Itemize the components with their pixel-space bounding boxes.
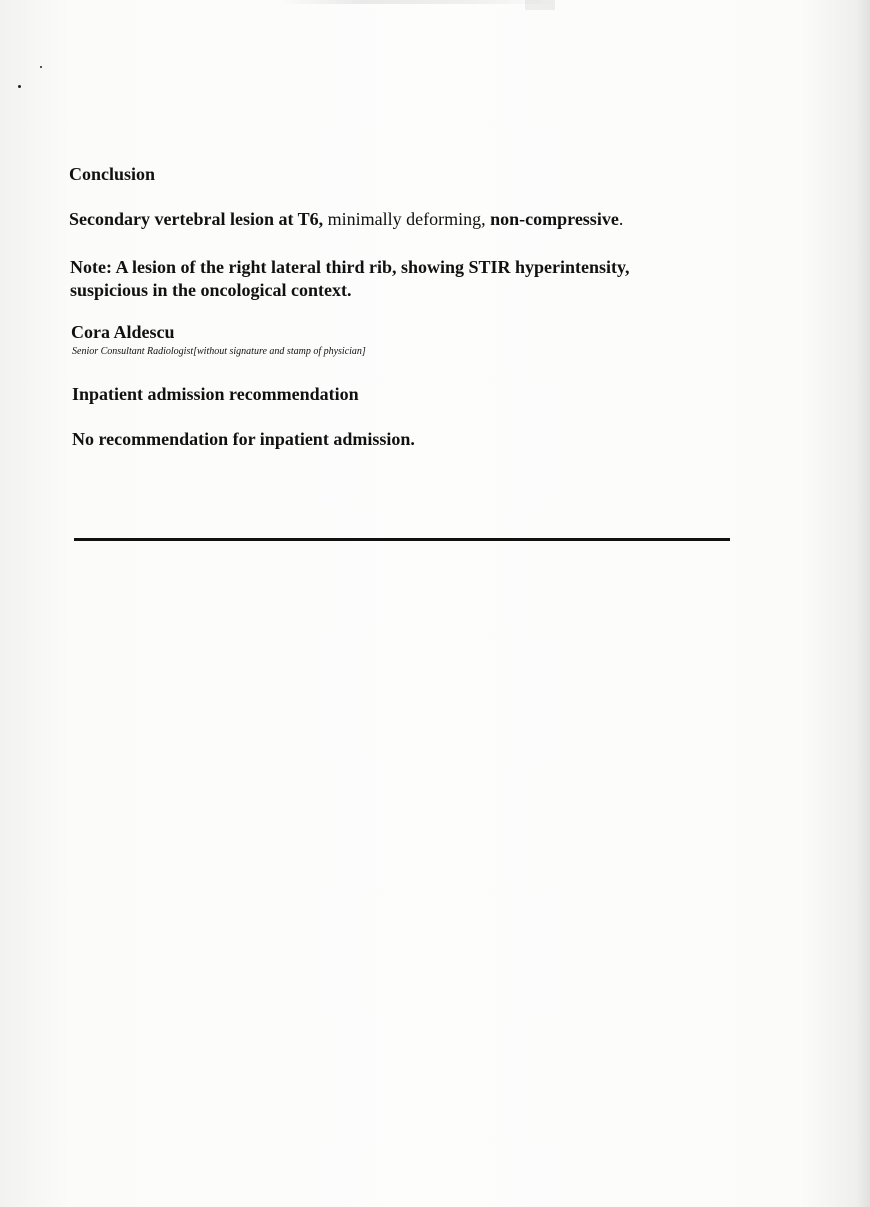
page-edge-shadow <box>856 0 870 1207</box>
scan-speck <box>18 85 21 88</box>
note-line-2: suspicious in the oncological context. <box>70 280 352 300</box>
author-name: Cora Aldescu <box>71 322 175 342</box>
conclusion-note <box>70 256 630 302</box>
note-line-1: Note: A lesion of the right lateral third rib, showing STIR hyperintensity, <box>70 257 630 277</box>
finding-period: . <box>618 209 624 229</box>
scan-speck <box>40 66 42 68</box>
scan-artifact-top-tab <box>525 0 555 10</box>
finding-bold-tail: non-compressive <box>490 209 619 229</box>
conclusion-finding <box>69 209 623 230</box>
finding-regular: minimally deforming, <box>323 209 491 229</box>
horizontal-divider <box>74 538 730 541</box>
author-role: Senior Consultant Radiologist[without signature and stamp of physician] <box>72 346 366 357</box>
conclusion-heading: Conclusion <box>69 164 156 184</box>
scan-artifact-top <box>278 0 558 4</box>
admission-heading: Inpatient admission recommendation <box>72 384 359 404</box>
finding-bold-lead: Secondary vertebral lesion at T6, <box>69 209 324 229</box>
admission-text: No recommendation for inpatient admission. <box>72 429 415 449</box>
